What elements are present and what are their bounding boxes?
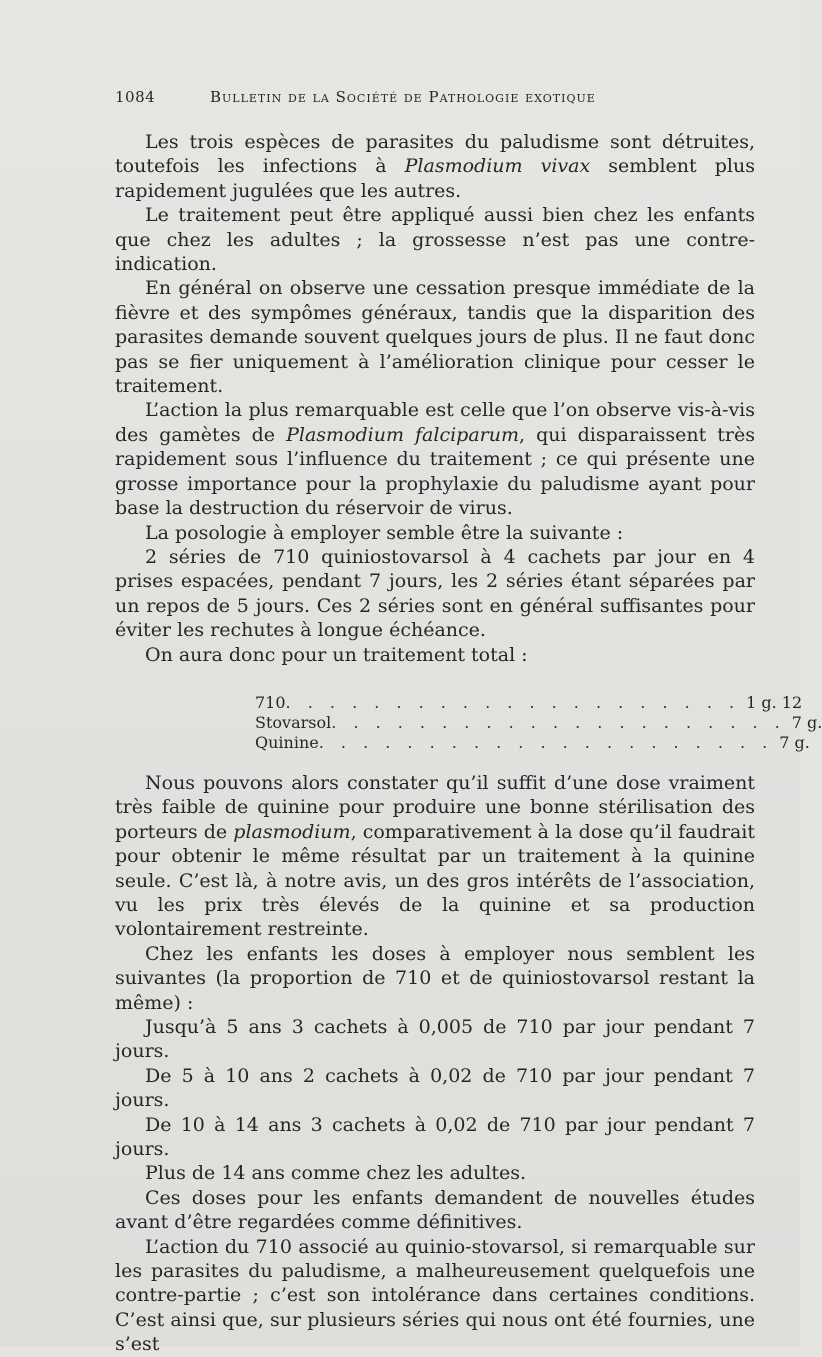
dose-label: Quinine [255,732,319,752]
paragraph: Les trois espèces de parasites du paludisme sont détruites, toutefois les infections à Plasmodium vivax semblent plus rapidement jugulées que les autres. [115,131,755,202]
dose-label: 710 [255,692,286,712]
dose-row [255,732,810,753]
paragraph: Ces doses pour les enfants demandent de nouvelles études avant d’être regardées comme définitives. [115,1186,755,1234]
paragraph: En général on observe une cessation presque immédiate de la fièvre et des sympômes généraux, tandis que la disparition des parasites demande souvent quelques jours de plus. Il ne faut donc pas se fier uniquement à l’amélioration clinique pour cesser le traitement. [115,277,755,398]
paragraph: De 10 à 14 ans 3 cachets à 0,02 de 710 par jour pendant 7 jours. [115,1113,755,1161]
dose-table [255,692,822,753]
dose-row [255,712,822,733]
paragraph: L’action du 710 associé au quinio-stovarsol, si remarquable sur les parasites du paludisme, a malheureusement quelquefois une contre-partie ; c’est son intolérance dans certaines conditions. C’est ainsi que, sur plusieurs séries qui nous ont été fournies, une s’est [115,1235,755,1356]
paragraph: Plus de 14 ans comme chez les adultes. [145,1162,527,1185]
paragraph: Chez les enfants les doses à employer nous semblent les suivantes (la proportion de 710 et de quiniostovarsol restant la même) : [115,942,755,1014]
paragraph: De 5 à 10 ans 2 cachets à 0,02 de 710 par jour pendant 7 jours. [115,1064,755,1112]
leader-dots: . . . . . . . . . . . . . . . . . . . . . [285,692,741,712]
dose-value: 7 g. [779,732,810,752]
paragraph: 2 séries de 710 quiniostovarsol à 4 cachets par jour en 4 prises espacées, pendant 7 jours, les 2 séries étant séparées par un repos de 5 jours. Ces 2 séries sont en général suffisantes pour éviter les rechutes à longue échéance. [115,545,755,642]
paragraph: Jusqu’à 5 ans 3 cachets à 0,005 de 710 par jour pendant 7 jours. [115,1016,755,1063]
dose-row [255,692,803,713]
running-title: Bulletin de la Société de Pathologie exotique [210,88,596,106]
paragraph: Nous pouvons alors constater qu’il suffit d’une dose vraiment très faible de quinine pour produire une bonne stérilisation des porteurs de plasmodium, comparativement à la dose qu’il faudrait pour obtenir le même résultat par un traitement à la quinine seule. C’est là, à notre avis, un des gros intérêts de l’association, vu les prix très élevés de la quinine et sa production volontairement restreinte. [115,771,755,941]
paragraph: La posologie à employer semble être la suivante : [145,521,624,544]
body-text [115,130,822,1357]
paragraph: Le traitement peut être appliqué aussi bien chez les enfants que chez les adultes ; la grossesse n’est pas une contre-indication. [115,204,755,276]
dose-value: 7 g. [791,712,822,732]
leader-dots: . . . . . . . . . . . . . . . . . . . . . [318,732,774,752]
paragraph: On aura donc pour un traitement total : [145,643,528,666]
leader-dots: . . . . . . . . . . . . . . . . . . . . . [331,712,786,732]
paragraph: L’action la plus remarquable est celle que l’on observe vis-à-vis des gamètes de Plasmodium falciparum, qui disparaissent très rapidement sous l’influence du traitement ; ce qui présente une grosse importance pour la prophylaxie du paludisme ayant pour base la destruction du réservoir de virus. [115,399,755,520]
dose-value: 1 g. 12 [746,692,803,712]
page-number: 1084 [115,88,156,106]
dose-label: Stovarsol [255,712,332,732]
